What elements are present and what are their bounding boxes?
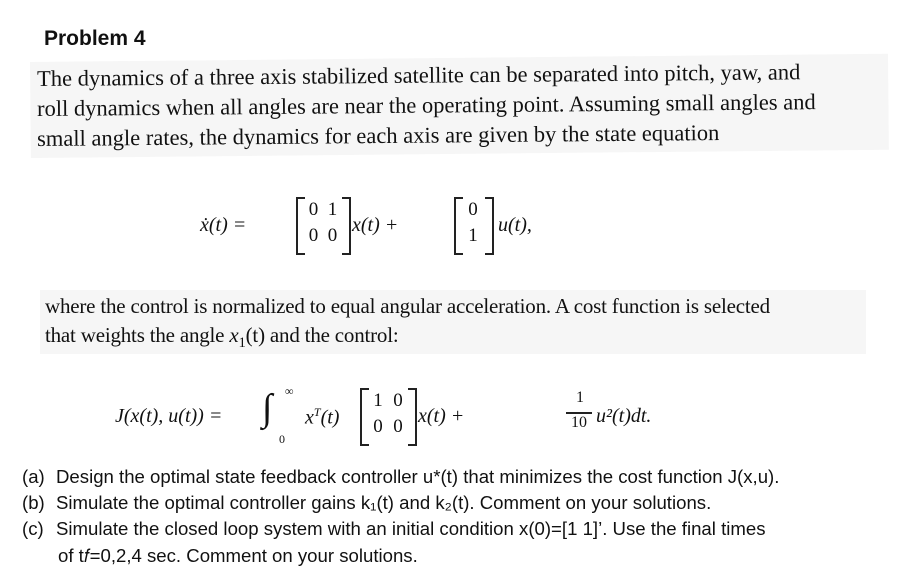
question-b xyxy=(22,492,711,514)
control-line-2 xyxy=(45,323,399,352)
question-b-label: (b) xyxy=(22,492,45,513)
matrix-a-right-bracket xyxy=(342,197,351,255)
state-eq-rhs: u(t), xyxy=(498,214,532,236)
control-line-2-var: x xyxy=(229,323,239,347)
cost-tail: u²(t)dt. xyxy=(596,405,652,427)
question-a xyxy=(22,466,779,488)
matrix-a-cell: 0 xyxy=(308,199,319,220)
matrix-q xyxy=(368,388,408,440)
matrix-a xyxy=(304,197,342,249)
state-eq-lhs: ẋ(t) = xyxy=(200,214,247,236)
control-line-2-pre: that weights the angle xyxy=(45,323,230,347)
matrix-a-cell: 0 xyxy=(327,225,338,246)
problem-title: Problem 4 xyxy=(44,27,146,50)
cost-xt-arg: (t) xyxy=(320,406,340,429)
matrix-q-cell: 1 xyxy=(373,390,383,411)
matrix-a-cell: 0 xyxy=(308,225,319,246)
matrix-b-right-bracket xyxy=(485,197,494,255)
matrix-q-right-bracket xyxy=(408,388,417,446)
control-line-2-sub: 1 xyxy=(238,335,246,352)
cost-mid: x(t) + xyxy=(418,405,465,427)
question-c xyxy=(22,518,766,540)
cost-lhs: J(x(t), u(t)) = xyxy=(115,405,223,427)
integral-sign: ∫ xyxy=(262,387,273,429)
matrix-a-cell: 1 xyxy=(327,199,338,220)
matrix-b-cell: 1 xyxy=(468,225,478,246)
intro-line-1: The dynamics of a three axis stabilized satellite can be separated into pitch, yaw, and xyxy=(37,59,801,91)
intro-line-3: small angle rates, the dynamics for each axis are given by the state equation xyxy=(37,120,720,151)
matrix-b-cell: 0 xyxy=(468,199,478,220)
integral-lower-limit: 0 xyxy=(279,432,285,446)
matrix-q-cell: 0 xyxy=(393,390,403,411)
control-line-1: where the control is normalized to equal angular acceleration. A cost function is selected xyxy=(45,294,770,318)
fraction-numerator: 1 xyxy=(576,389,584,406)
cost-xt xyxy=(305,405,339,430)
integral-upper-limit: ∞ xyxy=(285,384,294,398)
matrix-q-cell: 0 xyxy=(393,416,403,437)
fraction-denominator: 10 xyxy=(571,414,587,431)
cost-xt-transpose: T xyxy=(313,405,321,419)
question-a-text: Design the optimal state feedback controller u*(t) that minimizes the cost function J(x,u). xyxy=(56,466,780,487)
intro-line-2: roll dynamics when all angles are near the operating point. Assuming small angles and xyxy=(37,89,816,121)
question-c-text: Simulate the closed loop system with an initial condition x(0)=[1 1]’. Use the final times xyxy=(56,518,766,539)
control-line-2-post: (t) and the control: xyxy=(245,323,399,347)
matrix-b xyxy=(462,197,484,249)
question-a-label: (a) xyxy=(22,466,45,487)
state-eq-mid: x(t) + xyxy=(352,214,399,236)
question-c-label: (c) xyxy=(22,518,44,539)
question-c-line-2: of t𝑓=0,2,4 sec. Comment on your solutions. xyxy=(58,545,418,566)
question-b-text: Simulate the optimal controller gains k₁(t) and k₂(t). Comment on your solutions. xyxy=(56,492,712,513)
matrix-q-cell: 0 xyxy=(373,416,383,437)
cost-xt-var: x xyxy=(305,406,314,429)
